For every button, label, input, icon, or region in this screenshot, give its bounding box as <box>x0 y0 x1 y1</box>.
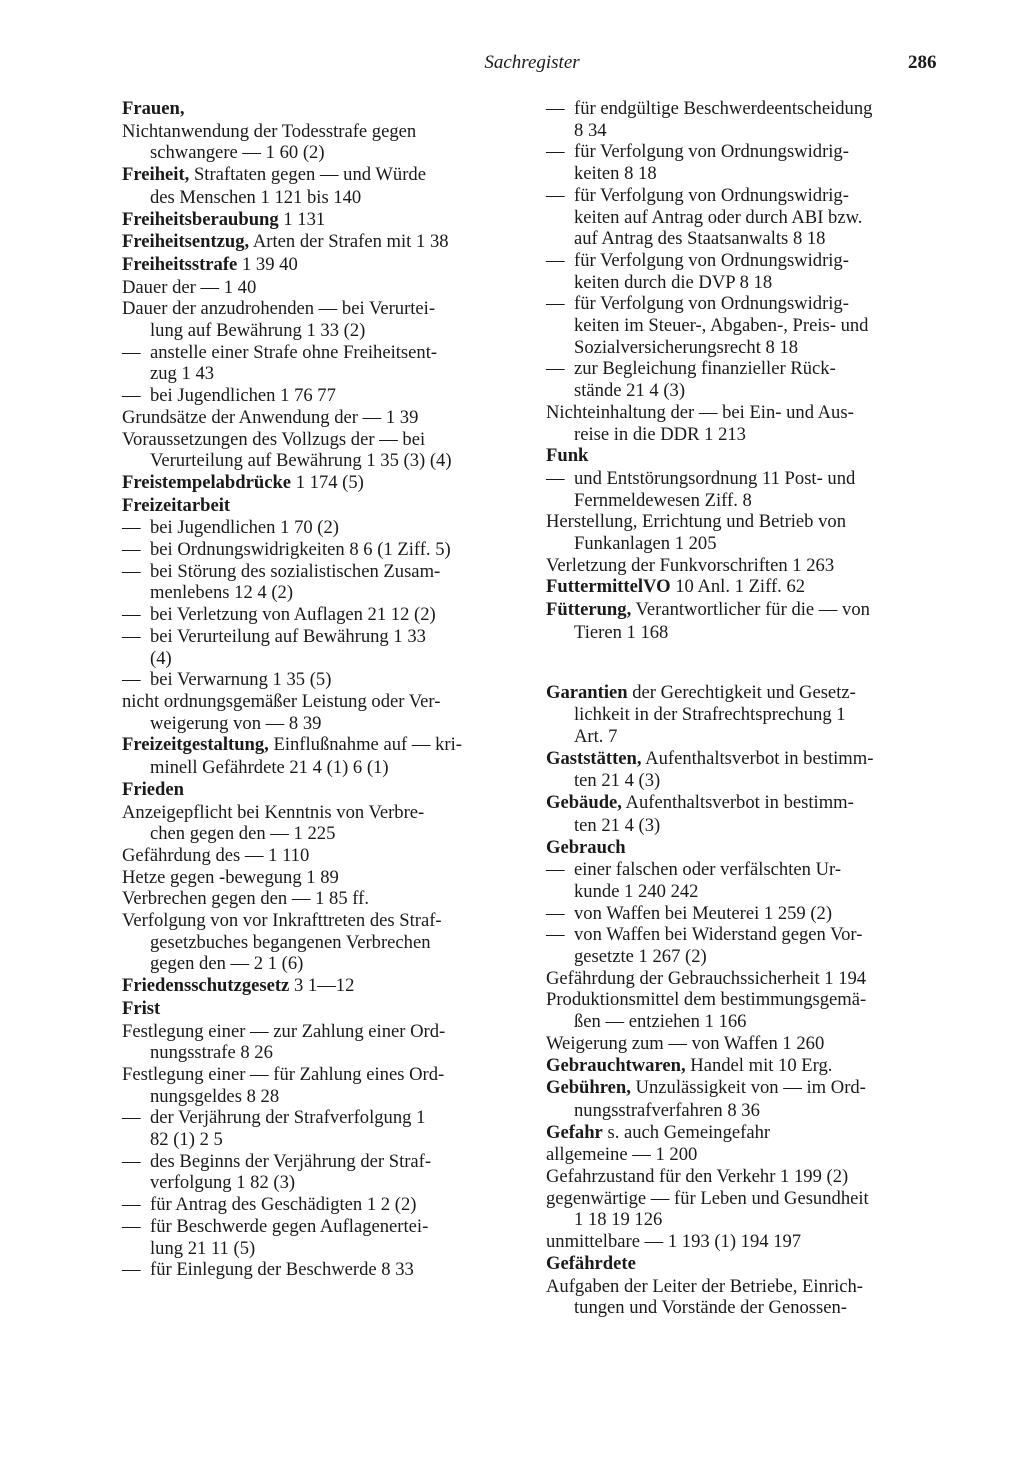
subentry-text: bei Störung des sozialistischen Zusam- <box>150 560 441 582</box>
subentry-text: des Beginns der Verjährung der Straf- <box>150 1150 432 1172</box>
entry-keyword: Frist <box>122 997 161 1019</box>
index-subentry: Herstellung, Errichtung und Betrieb von <box>546 511 847 533</box>
entry-continuation: ten 21 4 (3) <box>574 770 661 792</box>
entry-reference: 1 131 <box>278 208 326 230</box>
index-subentry: gegenwärtige — für Leben und Gesundheit <box>546 1187 869 1209</box>
entry-continuation: des Menschen 1 121 bis 140 <box>150 186 362 208</box>
index-subentry <box>122 604 518 626</box>
entry-continuation: keiten im Steuer-, Abgaben-, Preis- und <box>574 315 869 337</box>
subentry-text: für Verfolgung von Ordnungswidrig- <box>574 184 849 206</box>
dash-marker: — <box>546 467 565 489</box>
entry-continuation: auf Antrag des Staatsanwalts 8 18 <box>574 228 826 250</box>
index-subentry: Weigerung zum — von Waffen 1 260 <box>546 1032 825 1054</box>
index-subentry <box>122 561 518 583</box>
index-entry-heading <box>546 599 942 621</box>
entry-keyword: Freiheitsstrafe <box>122 253 238 275</box>
index-subentry: Voraussetzungen des Vollzugs der — bei <box>122 428 426 450</box>
entry-reference: Aufenthaltsverbot in bestimm- <box>641 747 874 769</box>
index-subentry <box>546 98 942 120</box>
entry-continuation: kunde 1 240 242 <box>574 880 699 902</box>
index-entry-heading <box>122 231 518 253</box>
page-number: 286 <box>908 52 937 73</box>
entry-keyword: Gebühren, <box>546 1077 631 1099</box>
subentry-text: bei Jugendlichen 1 76 77 <box>150 385 336 407</box>
subentry-text: von Waffen bei Meuterei 1 259 (2) <box>574 902 833 924</box>
entry-reference: 1 174 (5) <box>291 471 364 493</box>
entry-keyword: Fütterung, <box>546 599 632 621</box>
entry-continuation: Sozialversicherungsrecht 8 18 <box>574 336 799 358</box>
entry-continuation: lung auf Bewährung 1 33 (2) <box>150 320 366 342</box>
subentry-text: bei Ordnungswidrigkeiten 8 6 (1 Ziff. 5) <box>150 539 451 561</box>
dash-marker: — <box>546 924 565 946</box>
entry-continuation: Funkanlagen 1 205 <box>574 533 717 555</box>
dash-marker: — <box>122 604 141 626</box>
dash-marker: — <box>122 560 141 582</box>
index-subentry: Produktionsmittel dem bestimmungsgemä- <box>546 989 867 1011</box>
dash-marker: — <box>546 98 565 119</box>
index-subentry: nicht ordnungsgemäßer Leistung oder Ver- <box>122 690 441 712</box>
index-entry-heading <box>546 445 942 467</box>
entry-reference: Straftaten gegen — und Würde <box>189 164 426 186</box>
entry-reference: 10 Anl. 1 Ziff. 62 <box>670 576 806 598</box>
entry-continuation: gesetzte 1 267 (2) <box>574 946 707 968</box>
entry-continuation: nungsstrafverfahren 8 36 <box>574 1099 760 1121</box>
index-entry-heading <box>546 576 942 598</box>
index-subentry <box>546 468 942 490</box>
index-entry-heading <box>546 1077 942 1099</box>
entry-continuation: weigerung von — 8 39 <box>150 712 322 734</box>
entry-continuation: gegen den — 2 1 (6) <box>150 953 304 975</box>
dash-marker: — <box>122 341 141 363</box>
dash-marker: — <box>546 184 565 206</box>
entry-continuation: nungsgeldes 8 28 <box>150 1085 280 1107</box>
entry-continuation: 1 18 19 126 <box>574 1209 663 1231</box>
dash-marker: — <box>122 1150 141 1172</box>
subentry-text: bei Verurteilung auf Bewährung 1 33 <box>150 625 426 647</box>
entry-continuation: 82 (1) 2 5 <box>150 1129 223 1151</box>
index-subentry: Verfolgung von vor Inkrafttreten des Straf- <box>122 910 442 932</box>
index-subentry: Verletzung der Funkvorschriften 1 263 <box>546 554 835 576</box>
entry-reference: Verantwortlicher für die — von <box>631 599 870 621</box>
index-subentry: Dauer der — 1 40 <box>122 276 257 298</box>
index-entry-heading <box>546 748 942 770</box>
subentry-text: der Verjährung der Strafverfolgung 1 <box>150 1107 426 1129</box>
entry-continuation: Tieren 1 168 <box>574 621 669 643</box>
entry-keyword: Gebrauchtwaren, <box>546 1054 686 1076</box>
entry-continuation: gesetzbuches begangenen Verbrechen <box>150 931 431 953</box>
entry-keyword: Gefährdete <box>546 1252 636 1274</box>
index-column-left <box>122 98 518 1281</box>
index-subentry: Grundsätze der Anwendung der — 1 39 <box>122 406 419 428</box>
subentry-text: von Waffen bei Widerstand gegen Vor- <box>574 924 863 946</box>
index-subentry: Gefährdung des — 1 110 <box>122 844 310 866</box>
dash-marker: — <box>122 669 141 691</box>
entry-reference: der Gerechtigkeit und Gesetz- <box>627 681 856 703</box>
index-subentry <box>122 385 518 407</box>
index-subentry: Dauer der anzudrohenden — bei Verurtei- <box>122 298 436 320</box>
dash-marker: — <box>122 385 141 407</box>
index-subentry: Verbrechen gegen den — 1 85 ff. <box>122 888 369 910</box>
entry-continuation: lichkeit in der Strafrechtsprechung 1 <box>574 704 846 726</box>
entry-continuation: lung 21 11 (5) <box>150 1237 256 1259</box>
index-subentry: Aufgaben der Leiter der Betriebe, Einrich- <box>546 1275 863 1297</box>
running-header-title: Sachregister <box>484 52 580 73</box>
entry-keyword: Freistempelabdrücke <box>122 471 292 493</box>
index-entry-heading <box>122 209 518 231</box>
entry-continuation: 8 34 <box>574 119 607 141</box>
dash-marker: — <box>122 517 141 539</box>
index-entry-heading <box>122 495 518 517</box>
subentry-text: für Beschwerde gegen Auflagenertei- <box>150 1215 429 1237</box>
index-subentry <box>546 903 942 925</box>
index-subentry <box>122 1216 518 1238</box>
subentry-text: anstelle einer Strafe ohne Freiheitsent- <box>150 341 438 363</box>
entry-continuation: stände 21 4 (3) <box>574 380 686 402</box>
dash-marker: — <box>546 249 565 271</box>
index-entry-heading <box>122 998 518 1020</box>
subentry-text: für Antrag des Geschädigten 1 2 (2) <box>150 1194 417 1216</box>
entry-keyword: Funk <box>546 445 589 467</box>
index-subentry <box>122 1194 518 1216</box>
index-subentry: Nichtanwendung der Todesstrafe gegen <box>122 120 417 142</box>
index-entry-heading <box>546 1055 942 1077</box>
subentry-text: zur Begleichung finanzieller Rück- <box>574 358 836 380</box>
index-subentry: allgemeine — 1 200 <box>546 1144 698 1166</box>
index-entry-heading <box>546 837 942 859</box>
entry-continuation: ßen — entziehen 1 166 <box>574 1011 747 1033</box>
index-subentry <box>122 1259 518 1281</box>
index-subentry <box>122 517 518 539</box>
index-subentry <box>122 539 518 561</box>
index-entry-heading <box>122 975 518 997</box>
dash-marker: — <box>122 539 141 561</box>
section-gap <box>546 644 942 682</box>
entry-continuation: Fernmeldewesen Ziff. 8 <box>574 489 752 511</box>
entry-keyword: Frieden <box>122 778 184 800</box>
entry-continuation: chen gegen den — 1 225 <box>150 823 336 845</box>
entry-continuation: ten 21 4 (3) <box>574 814 661 836</box>
dash-marker: — <box>546 293 565 315</box>
index-subentry: Festlegung einer — für Zahlung eines Ord- <box>122 1063 445 1085</box>
index-subentry <box>546 250 942 272</box>
index-subentry: unmittelbare — 1 193 (1) 194 197 <box>546 1231 802 1253</box>
dash-marker: — <box>546 358 565 380</box>
subentry-text: und Entstörungsordnung 11 Post- und <box>574 467 856 489</box>
index-entry-heading <box>122 98 518 120</box>
index-entry-heading <box>122 164 518 186</box>
entry-continuation: zug 1 43 <box>150 363 215 385</box>
entry-keyword: Gaststätten, <box>546 747 642 769</box>
entry-keyword: FuttermittelVO <box>546 576 671 598</box>
dash-marker: — <box>546 141 565 163</box>
index-entry-heading <box>122 779 518 801</box>
index-subentry <box>122 1151 518 1173</box>
index-subentry: Gefährdung der Gebrauchssicherheit 1 194 <box>546 967 867 989</box>
entry-reference: Arten der Strafen mit 1 38 <box>249 231 449 253</box>
dash-marker: — <box>546 859 565 881</box>
entry-reference: Handel mit 10 Erg. <box>685 1054 833 1076</box>
entry-continuation: verfolgung 1 82 (3) <box>150 1172 296 1194</box>
index-subentry <box>122 1107 518 1129</box>
index-column-right <box>546 98 942 1319</box>
entry-continuation: nungsstrafe 8 26 <box>150 1042 273 1064</box>
index-subentry <box>546 859 942 881</box>
dash-marker: — <box>122 1215 141 1237</box>
subentry-text: bei Jugendlichen 1 70 (2) <box>150 517 339 539</box>
index-subentry: Anzeigepflicht bei Kenntnis von Verbre- <box>122 801 425 823</box>
entry-keyword: Garantien <box>546 681 628 703</box>
entry-keyword: Freiheitsentzug, <box>122 231 250 253</box>
entry-keyword: Freiheit, <box>122 164 190 186</box>
entry-continuation: Verurteilung auf Bewährung 1 35 (3) (4) <box>150 450 452 472</box>
entry-continuation: keiten durch die DVP 8 18 <box>574 271 773 293</box>
entry-continuation: Art. 7 <box>574 725 618 747</box>
dash-marker: — <box>122 1259 141 1281</box>
index-subentry <box>122 669 518 691</box>
index-subentry <box>546 293 942 315</box>
index-subentry <box>122 626 518 648</box>
index-subentry <box>546 185 942 207</box>
entry-keyword: Gebrauch <box>546 836 626 858</box>
entry-keyword: Gebäude, <box>546 792 622 814</box>
entry-reference: 3 1—12 <box>289 975 355 997</box>
dash-marker: — <box>122 1107 141 1129</box>
entry-keyword: Gefahr <box>546 1121 603 1143</box>
subentry-text: für Verfolgung von Ordnungswidrig- <box>574 249 849 271</box>
subentry-text: bei Verletzung von Auflagen 21 12 (2) <box>150 604 436 626</box>
entry-keyword: Frauen, <box>122 98 185 119</box>
index-subentry: Hetze gegen -bewegung 1 89 <box>122 866 339 888</box>
index-subentry <box>546 924 942 946</box>
entry-keyword: Freizeitarbeit <box>122 494 231 516</box>
index-entry-heading <box>546 682 942 704</box>
index-subentry: Gefahrzustand für den Verkehr 1 199 (2) <box>546 1166 849 1188</box>
index-subentry <box>546 141 942 163</box>
subentry-text: bei Verwarnung 1 35 (5) <box>150 669 332 691</box>
entry-continuation: reise in die DDR 1 213 <box>574 423 746 445</box>
index-subentry <box>546 358 942 380</box>
entry-keyword: Freizeitgestaltung, <box>122 734 269 756</box>
index-entry-heading <box>546 1253 942 1275</box>
entry-continuation: (4) <box>150 647 172 669</box>
entry-continuation: keiten 8 18 <box>574 163 657 185</box>
entry-continuation: minell Gefährdete 21 4 (1) 6 (1) <box>150 757 389 779</box>
entry-reference: Einflußnahme auf — kri- <box>268 734 462 756</box>
index-entry-heading <box>122 734 518 756</box>
subentry-text: für endgültige Beschwerdeentscheidung <box>574 98 873 119</box>
entry-reference: 1 39 40 <box>237 253 298 275</box>
subentry-text: einer falschen oder verfälschten Ur- <box>574 859 842 881</box>
entry-reference: Aufenthaltsverbot in bestimm- <box>621 792 854 814</box>
entry-continuation: tungen und Vorstände der Genossen- <box>574 1297 848 1319</box>
index-subentry: Festlegung einer — zur Zahlung einer Ord- <box>122 1020 446 1042</box>
dash-marker: — <box>122 625 141 647</box>
dash-marker: — <box>546 902 565 924</box>
index-entry-heading <box>546 1122 942 1144</box>
entry-keyword: Freiheitsberaubung <box>122 208 279 230</box>
entry-continuation: keiten auf Antrag oder durch ABI bzw. <box>574 206 863 228</box>
entry-keyword: Friedensschutzgesetz <box>122 975 290 997</box>
subentry-text: für Verfolgung von Ordnungswidrig- <box>574 141 849 163</box>
subentry-text: für Einlegung der Beschwerde 8 33 <box>150 1259 414 1281</box>
index-subentry <box>122 342 518 364</box>
entry-continuation: menlebens 12 4 (2) <box>150 582 294 604</box>
entry-reference: s. auch Gemeingefahr <box>602 1121 771 1143</box>
dash-marker: — <box>122 1194 141 1216</box>
index-subentry: Nichteinhaltung der — bei Ein- und Aus- <box>546 401 854 423</box>
subentry-text: für Verfolgung von Ordnungswidrig- <box>574 293 849 315</box>
entry-continuation: schwangere — 1 60 (2) <box>150 142 325 164</box>
index-entry-heading <box>122 254 518 276</box>
index-entry-heading <box>122 472 518 494</box>
index-entry-heading <box>546 792 942 814</box>
entry-reference: Unzulässigkeit von — im Ord- <box>630 1077 866 1099</box>
